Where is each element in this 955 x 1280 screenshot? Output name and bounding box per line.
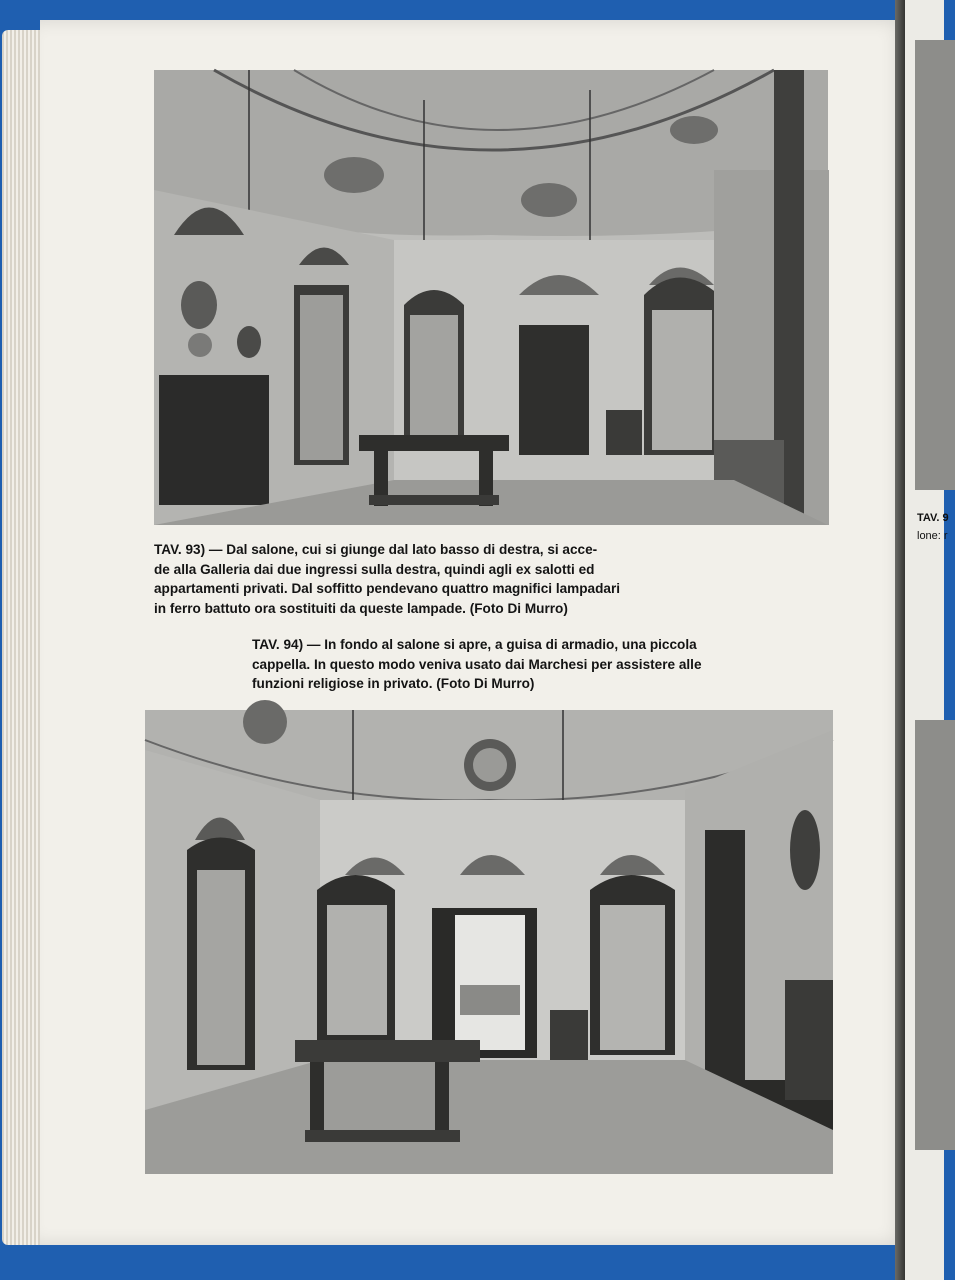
- next-page-caption-fragment-1: TAV. 9: [917, 512, 949, 524]
- photo-tav-94: [145, 710, 833, 1174]
- next-page-photo-bottom: [915, 720, 955, 1150]
- caption-tav-93-line-4: in ferro battuto ora sostituiti da queste lampade. (Foto Di Murro): [154, 600, 568, 616]
- next-page-photo-top: [915, 40, 955, 490]
- next-page-caption-fragment-2: lone: r: [917, 530, 948, 542]
- caption-tav-94: [252, 635, 830, 694]
- caption-tav-94-line-1: TAV. 94) — In fondo al salone si apre, a guisa di armadio, una piccola: [252, 637, 697, 652]
- caption-tav-94-line-2: cappella. In questo modo veniva usato dai Marchesi per assistere alle: [252, 656, 702, 672]
- next-page-edge: [905, 0, 949, 1280]
- caption-tav-93-line-1: TAV. 93) — Dal salone, cui si giunge dal lato basso di destra, si acce-: [154, 542, 598, 557]
- caption-tav-93: [154, 540, 730, 618]
- caption-tav-93-line-2: de alla Galleria dai due ingressi sulla destra, quindi agli ex salotti ed: [154, 561, 595, 577]
- photo-tav-93: [154, 70, 828, 525]
- caption-tav-94-line-3: funzioni religiose in privato. (Foto Di Murro): [252, 676, 535, 691]
- caption-tav-93-line-3: appartamenti privati. Dal soffitto pendevano quattro magnifici lampadari: [154, 581, 621, 596]
